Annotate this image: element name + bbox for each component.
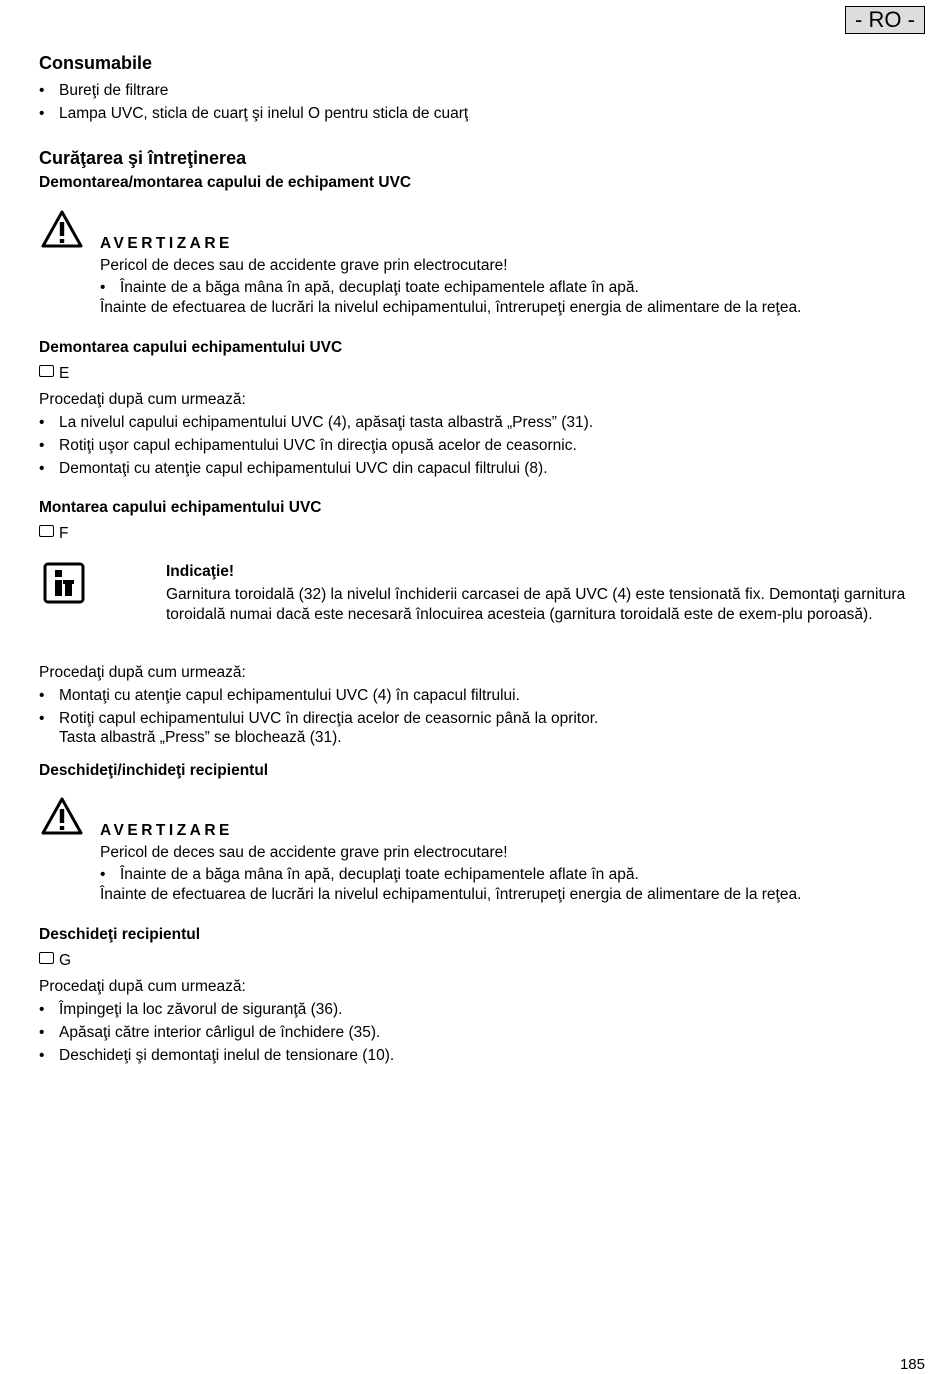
mount-steps bbox=[39, 687, 598, 733]
warning-list bbox=[100, 279, 639, 297]
section-title-cleaning: Curăţarea şi întreţinerea bbox=[39, 148, 247, 168]
list-item: • Montaţi cu atenţie capul echipamentului UVC (4) în capacul filtrului. bbox=[39, 687, 598, 710]
step-continuation: Tasta albastră „Press” se blochează (31). bbox=[59, 729, 342, 746]
figure-label: G bbox=[59, 952, 72, 969]
subsection-title-uvc-head: Demontarea/montarea capului de echipament UVC bbox=[39, 174, 412, 191]
page-number: 185 bbox=[899, 1356, 925, 1373]
figure-box-icon bbox=[39, 525, 54, 537]
warning-heading: AVERTIZARE bbox=[100, 822, 233, 839]
note-text: Garnitura toroidală (32) la nivelul închiderii carcasei de apă UVC (4) este tensionată fix. Demontaţi garnitura toroidală numai dacă este necesară înlocuirea acesteia (garnitura toroidală este de exem-plu poroasă). bbox=[166, 586, 906, 623]
subsection-title-container: Deschideţi/inchideţi recipientul bbox=[39, 762, 269, 779]
warning-triangle-icon bbox=[40, 796, 84, 836]
open-steps bbox=[39, 1001, 394, 1070]
list-item: • Împingeţi la loc zăvorul de siguranţă (36). bbox=[39, 1001, 394, 1024]
warning-list bbox=[100, 866, 639, 884]
subsection-title-dismount: Demontarea capului echipamentului UVC bbox=[39, 339, 343, 356]
procedure-intro: Procedaţi după cum urmează: bbox=[39, 664, 246, 681]
figure-reference bbox=[39, 525, 68, 543]
list-item: • Înainte de a băga mâna în apă, decuplaţi toate echipamentele aflate în apă. bbox=[100, 866, 639, 884]
figure-reference bbox=[39, 365, 69, 383]
figure-label: F bbox=[59, 525, 69, 542]
subsection-title-mount: Montarea capului echipamentului UVC bbox=[39, 499, 322, 516]
figure-reference bbox=[39, 952, 71, 970]
list-item: • Demontaţi cu atenţie capul echipamentului UVC din capacul filtrului (8). bbox=[39, 460, 593, 483]
warning-triangle-icon bbox=[40, 209, 84, 249]
language-tag: - RO - bbox=[845, 6, 925, 34]
list-item: • Apăsaţi către interior cârligul de închidere (35). bbox=[39, 1024, 394, 1047]
warning-text: Pericol de deces sau de accidente grave prin electrocutare! bbox=[100, 257, 508, 274]
procedure-intro: Procedaţi după cum urmează: bbox=[39, 391, 246, 408]
subsection-title-open: Deschideţi recipientul bbox=[39, 926, 201, 943]
warning-text: Înainte de efectuarea de lucrări la nivelul echipamentului, întrerupeţi energia de alimentare de la reţea. bbox=[100, 299, 802, 316]
consumables-list bbox=[39, 82, 468, 128]
figure-label: E bbox=[59, 365, 70, 382]
note-title: Indicaţie! bbox=[166, 563, 235, 580]
figure-box-icon bbox=[39, 365, 54, 377]
list-item: • Rotiţi uşor capul echipamentului UVC în direcţia opusă acelor de ceasornic. bbox=[39, 437, 593, 460]
warning-text: Pericol de deces sau de accidente grave prin electrocutare! bbox=[100, 844, 508, 861]
list-item: • Înainte de a băga mâna în apă, decuplaţi toate echipamentele aflate în apă. bbox=[100, 279, 639, 297]
list-item: • Deschideţi şi demontaţi inelul de tensionare (10). bbox=[39, 1047, 394, 1070]
list-item: • Bureţi de filtrare bbox=[39, 82, 468, 105]
warning-heading: AVERTIZARE bbox=[100, 235, 233, 252]
dismount-steps bbox=[39, 414, 593, 483]
info-icon bbox=[43, 562, 85, 604]
warning-text: Înainte de efectuarea de lucrări la nivelul echipamentului, întrerupeţi energia de alimentare de la reţea. bbox=[100, 886, 802, 903]
list-item: • La nivelul capului echipamentului UVC (4), apăsaţi tasta albastră „Press” (31). bbox=[39, 414, 593, 437]
list-item: • Rotiţi capul echipamentului UVC în direcţia acelor de ceasornic până la opritor. bbox=[39, 710, 598, 733]
procedure-intro: Procedaţi după cum urmează: bbox=[39, 978, 246, 995]
figure-box-icon bbox=[39, 952, 54, 964]
list-item: • Lampa UVC, sticla de cuarţ şi inelul O pentru sticla de cuarţ bbox=[39, 105, 468, 128]
section-title-consumables: Consumabile bbox=[39, 53, 153, 73]
